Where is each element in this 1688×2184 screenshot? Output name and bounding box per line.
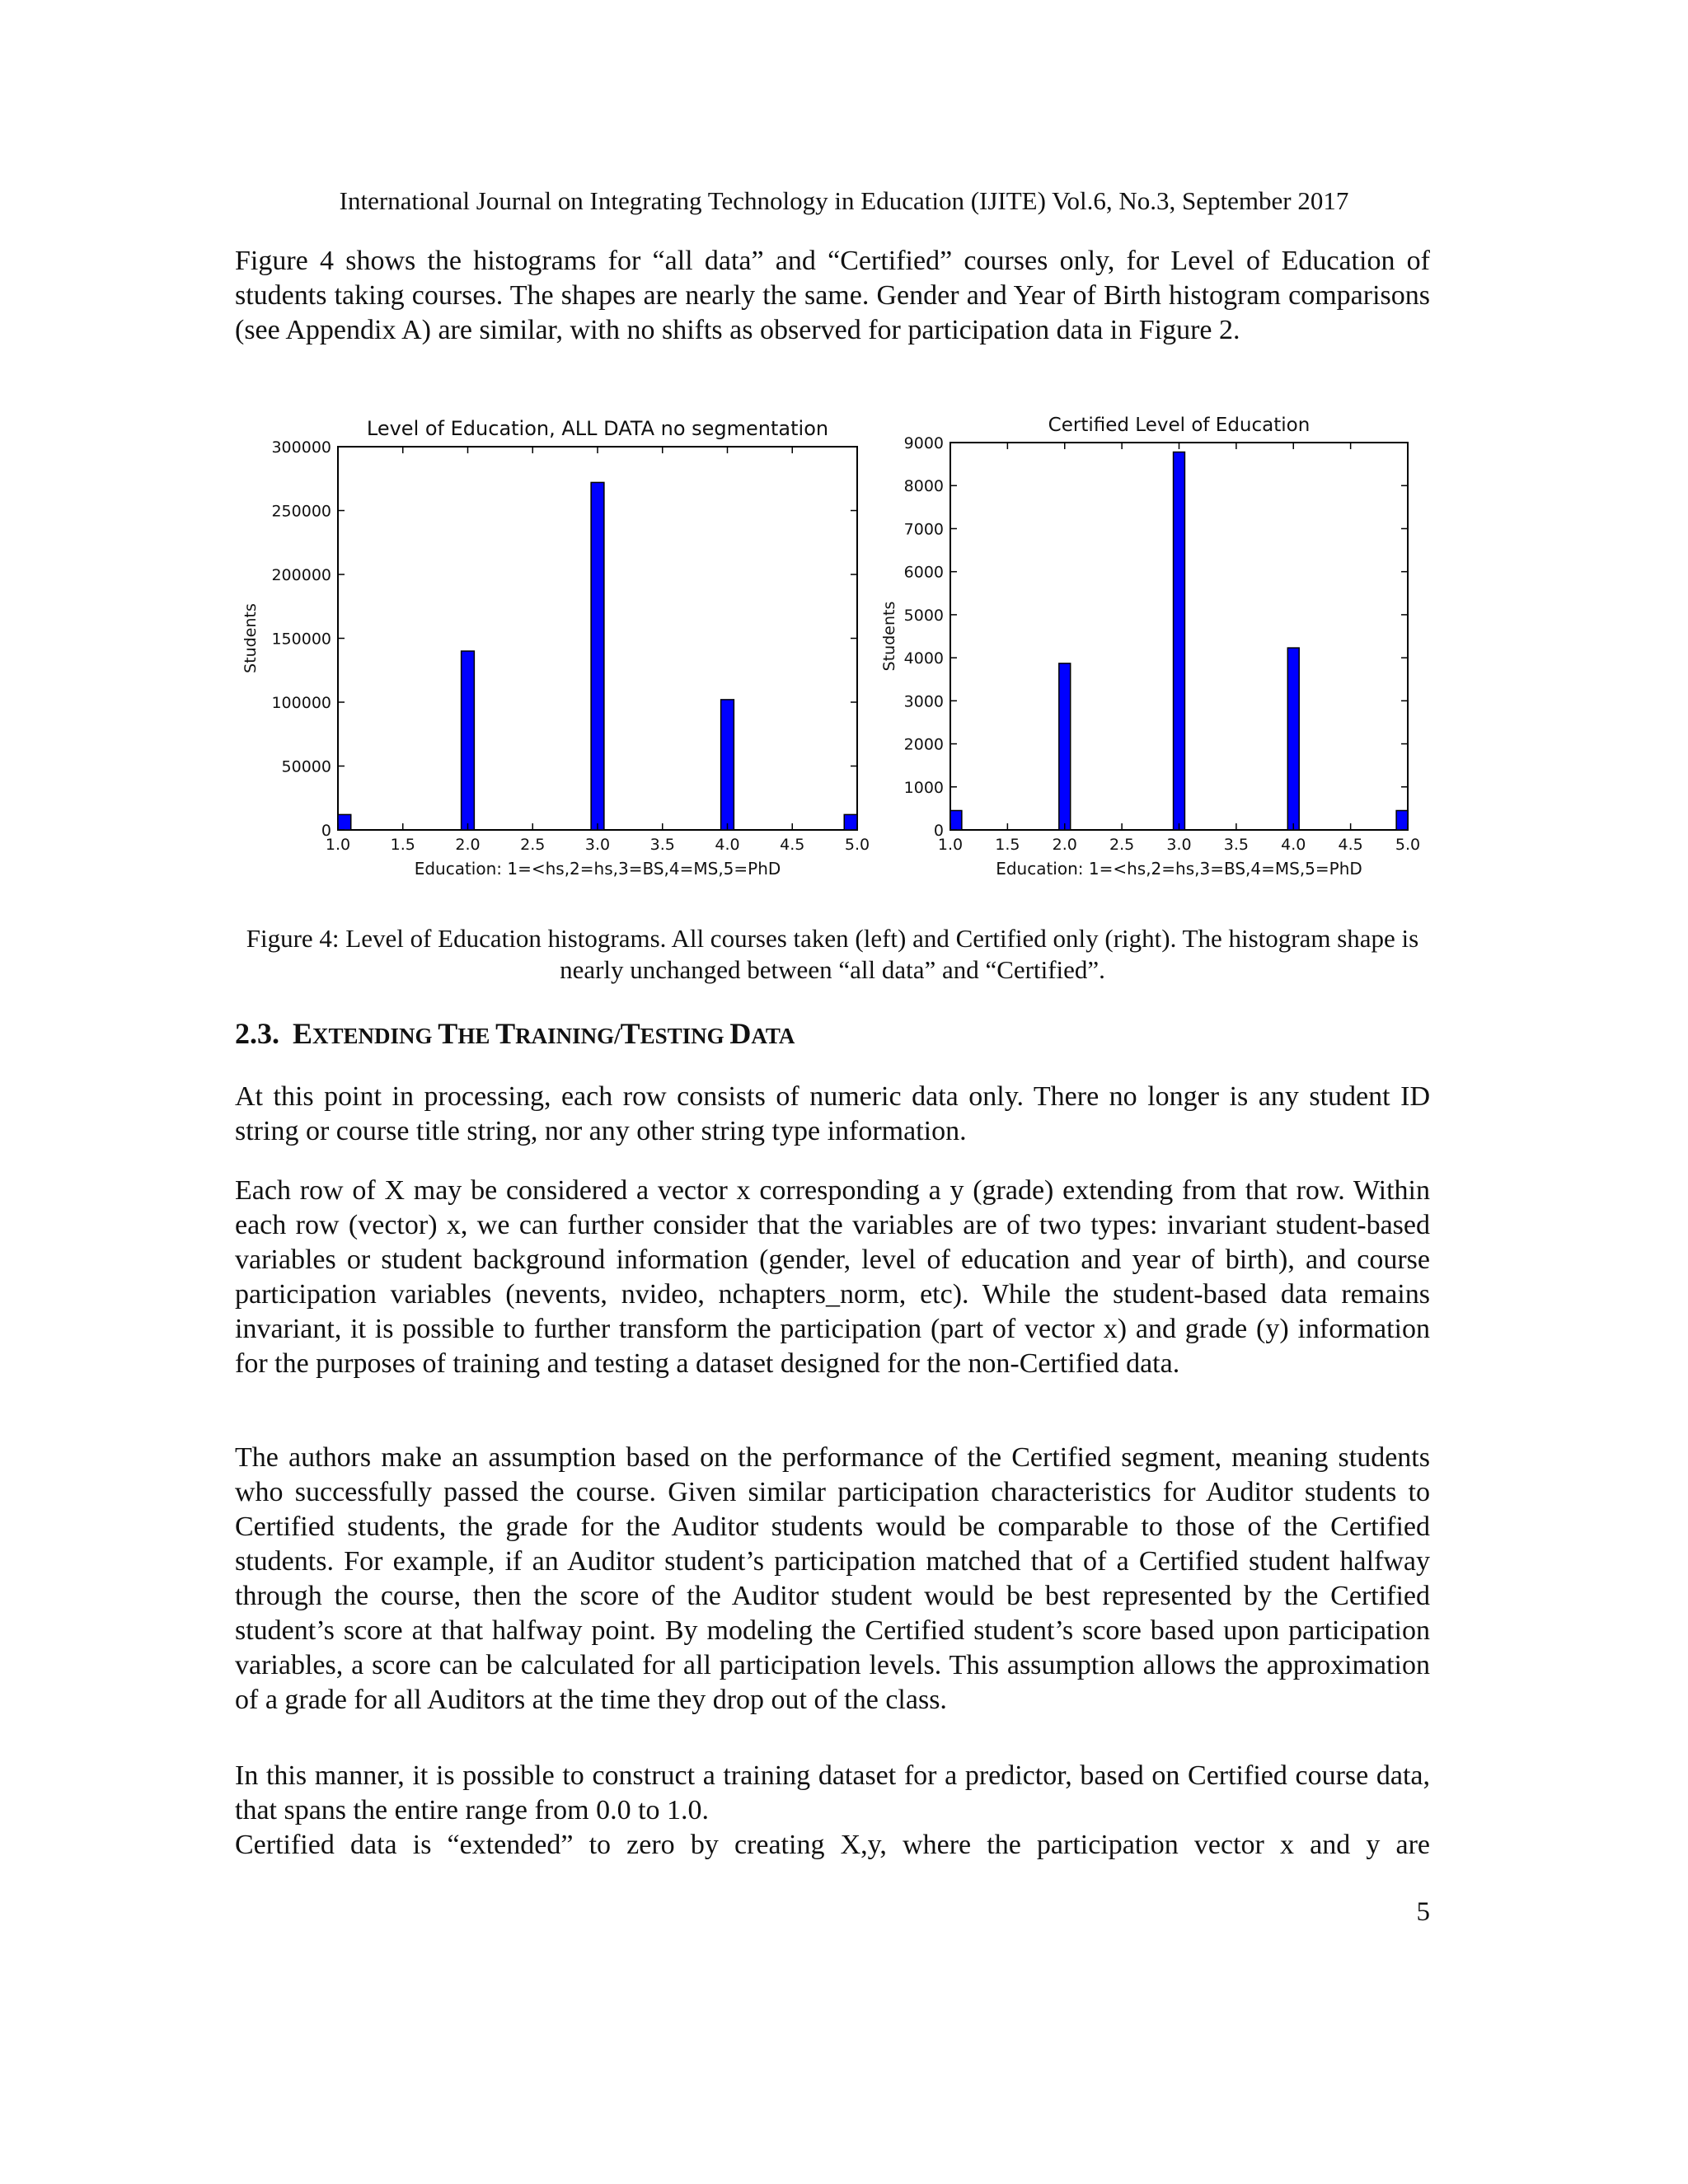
- y-tick-label: 2000: [903, 735, 944, 754]
- paragraph-5: Certified data is “extended” to zero by creating X,y, where the participation vector x and y are: [235, 1830, 1430, 1860]
- y-tick-label: 8000: [903, 477, 944, 496]
- x-tick-label: 1.0: [325, 836, 351, 854]
- x-tick-label: 3.0: [1166, 836, 1192, 854]
- y-tick-label: 3000: [903, 692, 944, 711]
- section-title-rest: XTENDING: [312, 1024, 438, 1048]
- y-tick-label: 0: [321, 822, 331, 840]
- histogram-bar: [950, 811, 962, 831]
- x-tick-label: 2.0: [455, 836, 481, 854]
- x-tick-label: 3.0: [584, 836, 611, 854]
- y-tick-label: 200000: [271, 566, 331, 584]
- y-tick-label: 7000: [903, 520, 944, 539]
- x-tick-label: 5.0: [1395, 836, 1421, 854]
- chart-all-data: [235, 412, 878, 890]
- histogram-bar: [1059, 663, 1071, 830]
- chart-certified: [878, 412, 1438, 890]
- histogram-bar: [844, 814, 857, 830]
- y-tick-label: 4000: [903, 649, 944, 668]
- section-title: [293, 1017, 795, 1050]
- section-title-rest: RAINING/: [515, 1024, 621, 1048]
- x-tick-label: 2.0: [1052, 836, 1077, 854]
- y-tick-label: 1000: [903, 778, 944, 797]
- paragraph-2: Each row of X may be considered a vector x corresponding a y (grade) extending from that row. Within each row (vector) x, we can further consider that the variables are of two types: invariant student-based variables or student background information (gender, level of education and year of birth), and course participation variables (nevents, nvideo, nchapters_norm, etc). While the student-based data remains invariant, it is possible to further transform the participation (part of vector x) and grade (y) information for the purposes of training and testing a dataset designed for the non-Certified data.: [235, 1175, 1430, 1379]
- x-axis-label: Education: 1=<hs,2=hs,3=BS,4=MS,5=PhD: [414, 859, 781, 879]
- paragraph-4: In this manner, it is possible to construct a training dataset for a predictor, based on Certified course data, that spans the entire range from 0.0 to 1.0.: [235, 1760, 1430, 1825]
- chart-title: Certified Level of Education: [1048, 415, 1311, 436]
- y-tick-label: 150000: [271, 630, 331, 649]
- x-tick-label: 3.5: [649, 836, 675, 854]
- y-tick-label: 0: [933, 822, 944, 840]
- y-axis-label: Students: [241, 603, 260, 673]
- x-tick-label: 5.0: [844, 836, 870, 854]
- section-title-cap: T: [495, 1017, 516, 1050]
- y-tick-label: 9000: [903, 434, 944, 452]
- section-title-cap: T: [438, 1017, 458, 1050]
- paragraph-1: At this point in processing, each row consists of numeric data only. There no longer is any student ID string or course title string, nor any other string type information.: [235, 1081, 1430, 1146]
- x-tick-label: 4.5: [780, 836, 805, 854]
- x-tick-label: 2.5: [1109, 836, 1135, 854]
- y-axis-label: Students: [880, 601, 898, 672]
- section-title-cap: D: [729, 1017, 752, 1050]
- y-tick-label: 300000: [271, 438, 331, 457]
- paragraph-3: The authors make an assumption based on the performance of the Certified segment, meaning students who successfully passed the course. Given similar participation characteristics for Auditor students to Certified students, the grade for the Auditor students would be comparable to those of the Certified students. For example, if an Auditor student’s participation matched that of a Certified student halfway through the course, then the score of the Auditor student would be best represented by the Certified student’s score at that halfway point. By modeling the Certified student’s score based upon participation variables, a score can be calculated for all participation levels. This assumption allows the approximation of a grade for all Auditors at the time they drop out of the class.: [235, 1442, 1430, 1715]
- histogram-bar: [591, 482, 604, 830]
- y-tick-label: 250000: [271, 502, 331, 521]
- section-title-rest: HE: [457, 1024, 496, 1048]
- x-tick-label: 4.0: [715, 836, 740, 854]
- y-tick-label: 50000: [281, 757, 331, 776]
- section-heading: [235, 1015, 795, 1054]
- intro-paragraph: Figure 4 shows the histograms for “all data” and “Certified” courses only, for Level of Education of students taking courses. The shapes are nearly the same. Gender and Year of Birth histogram comparisons (see Appendix A) are similar, with no shifts as observed for participation data in Figure 2.: [235, 246, 1430, 345]
- x-tick-label: 4.0: [1281, 836, 1306, 854]
- section-title-rest: ATA: [751, 1024, 795, 1048]
- x-tick-label: 1.0: [937, 836, 964, 854]
- x-tick-label: 1.5: [995, 836, 1020, 854]
- chart-title: Level of Education, ALL DATA no segmentation: [366, 417, 829, 440]
- section-title-cap: T: [620, 1017, 640, 1050]
- x-axis-label: Education: 1=<hs,2=hs,3=BS,4=MS,5=PhD: [996, 859, 1362, 879]
- section-title-rest: ESTING: [640, 1024, 730, 1048]
- x-tick-label: 2.5: [520, 836, 546, 854]
- histogram-bar: [1396, 811, 1408, 831]
- x-tick-label: 4.5: [1338, 836, 1363, 854]
- y-tick-label: 5000: [903, 606, 944, 625]
- x-tick-label: 1.5: [390, 836, 415, 854]
- histogram-bar: [1287, 648, 1299, 830]
- figure-caption: Figure 4: Level of Education histograms. All courses taken (left) and Certified only (right). The histogram shape is nearly unchanged between “all data” and “Certified”.: [246, 924, 1419, 984]
- section-title-cap: E: [293, 1017, 313, 1050]
- histogram-bar: [721, 700, 734, 830]
- y-tick-label: 100000: [271, 694, 331, 712]
- histogram-bar: [338, 814, 351, 830]
- x-tick-label: 3.5: [1223, 836, 1249, 854]
- y-tick-label: 6000: [903, 563, 944, 582]
- histogram-bar: [1174, 452, 1185, 830]
- section-number: 2.3.: [235, 1017, 279, 1050]
- histogram-bar: [462, 651, 475, 830]
- journal-header: International Journal on Integrating Technology in Education (IJITE) Vol.6, No.3, September 2017: [339, 186, 1349, 215]
- page-number: 5: [1416, 1897, 1430, 1927]
